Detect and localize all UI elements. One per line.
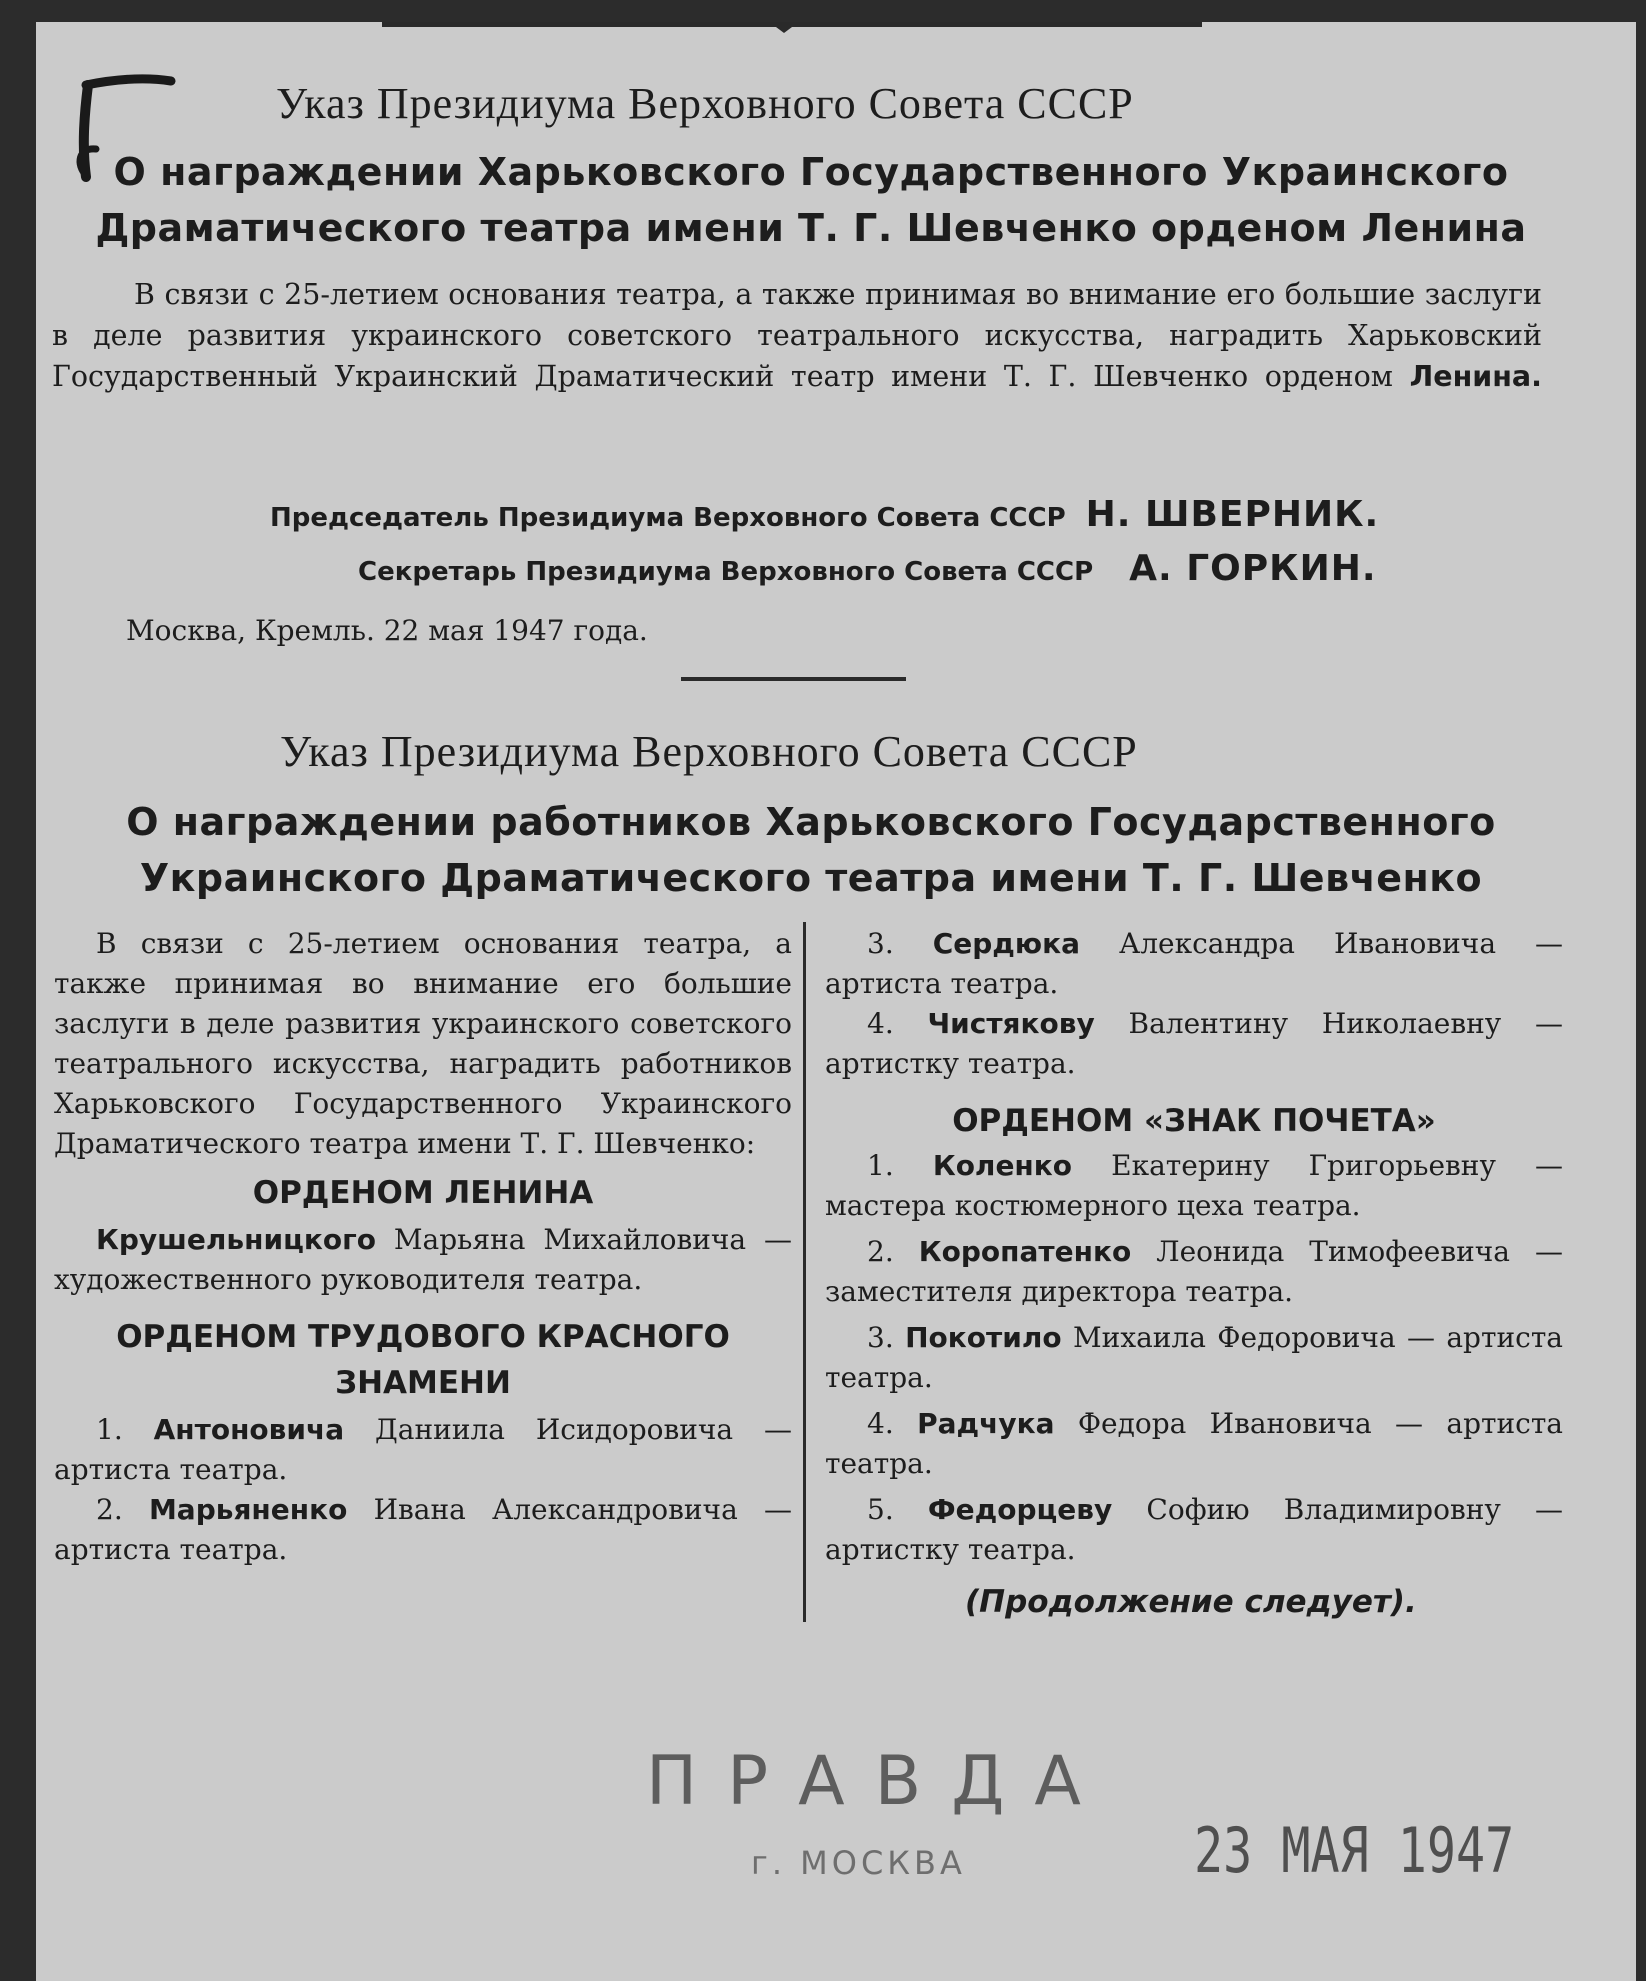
list-item-rest: Александра Ивановича — артиста театра. (825, 927, 1564, 1000)
list-item-name: Коропатенко (918, 1235, 1132, 1268)
decree1-body-bold: Ленина. (1409, 360, 1542, 393)
decree1-dateline: Москва, Кремль. 22 мая 1947 года. (126, 614, 648, 647)
continuation-note: (Продолжение следует). (965, 1584, 1417, 1620)
list-item-rest: Федора Ивановича — артиста театра. (825, 1407, 1564, 1480)
list-item-number: 1. (96, 1413, 123, 1446)
list-item-name: Покотило (905, 1321, 1062, 1354)
column-divider (803, 922, 806, 1622)
list-item (54, 1410, 792, 1490)
decree1-heading-line1: О награждении Харьковского Государственного Украинского (113, 150, 1509, 194)
list-item-number: 1. (867, 1149, 894, 1182)
list-item-name: Марьяненко (148, 1493, 348, 1526)
list-item-name: Сердюка (932, 927, 1081, 960)
stamp-city: г. МОСКВА (751, 1844, 966, 1882)
decree1-signature-secretary (358, 548, 1377, 589)
sig2-title: Секретарь Президиума Верховного Совета СССР (358, 557, 1094, 587)
decree1-body-text: В связи с 25-летием основания театра, а также принимая во внимание его большие заслуги в деле развития украинского советского театрального искусства, наградить Харьковский Государственный Украинский Драматический театр имени Т. Г. Шевченко орденом (52, 278, 1542, 393)
list-item-number: 5. (867, 1493, 894, 1526)
list-item-rest: Ивана Александровича — артиста театра. (54, 1493, 792, 1566)
list-item-name: Коленко (932, 1149, 1073, 1182)
list-item-name: Федорцеву (927, 1493, 1113, 1526)
newspaper-clipping (36, 22, 1636, 1981)
list-item (825, 1004, 1563, 1084)
order-lenin-heading: ОРДЕНОМ ЛЕНИНА (252, 1175, 594, 1211)
lenin-recipient-name: Крушельницкого (96, 1223, 376, 1256)
stamp-date: 23 МАЯ 1947 (1194, 1814, 1515, 1887)
sig2-name: А. ГОРКИН. (1129, 548, 1377, 589)
list-item (54, 1490, 792, 1570)
list-item-number: 4. (867, 1007, 894, 1040)
list-item-number: 4. (867, 1407, 894, 1440)
sig1-title: Председатель Президиума Верховного Совета СССР (270, 503, 1066, 533)
stamp-newspaper-name: ПРАВДА (646, 1742, 1111, 1821)
list-item-number: 3. (867, 1321, 894, 1354)
list-item-rest: Даниила Исидоровича — артиста театра. (54, 1413, 792, 1486)
list-item-number: 2. (867, 1235, 894, 1268)
list-item-rest: Софию Владимировну — артистку театра. (825, 1493, 1564, 1566)
decree2-heading-line2: Украинского Драматического театра имени Т. Г. Шевченко (139, 856, 1483, 900)
right-column (825, 924, 1563, 1622)
list-item (825, 1490, 1563, 1570)
list-item-name: Радчука (917, 1407, 1055, 1440)
list-item (825, 1232, 1563, 1312)
order-red-banner-heading: ОРДЕНОМ ТРУДОВОГО КРАСНОГО ЗНАМЕНИ (116, 1319, 730, 1401)
list-item-name: Антоновича (153, 1413, 345, 1446)
list-item-name: Чистякову (927, 1007, 1095, 1040)
lenin-recipient (54, 1220, 792, 1300)
list-item-rest: Михаила Федоровича — артиста театра. (825, 1321, 1563, 1394)
decree1-signature-chairman (270, 494, 1379, 535)
list-item (825, 1404, 1563, 1484)
sig1-name: Н. ШВЕРНИК. (1085, 494, 1380, 535)
list-item (825, 1146, 1563, 1226)
list-item (825, 924, 1563, 1004)
left-column (54, 924, 792, 1570)
decree1-body (52, 274, 1542, 397)
list-item-number: 3. (867, 927, 894, 960)
decree2-intro: В связи с 25-летием основания театра, а также принимая во внимание его большие заслуги в деле развития украинского советского театрального искусства, наградить работников Харьковского Государственного Украинского Драматического театра имени Т. Г. Шевченко: (54, 927, 792, 1160)
list-item-rest: Валентину Николаевну — артистку театра. (825, 1007, 1563, 1080)
decree2-heading-line1: О награждении работников Харьковского Государственного (126, 800, 1496, 844)
section-divider (681, 677, 906, 681)
list-item-rest: Леонида Тимофеевича — заместителя директора театра. (825, 1235, 1563, 1308)
order-badge-of-honour-heading: ОРДЕНОМ «ЗНАК ПОЧЕТА» (952, 1103, 1436, 1139)
top-rule (382, 22, 1202, 27)
lenin-recipient-rest: Марьяна Михайловича — художественного руководителя театра. (54, 1223, 793, 1296)
list-item (825, 1318, 1563, 1398)
list-item-rest: Екатерину Григорьевну — мастера костюмерного цеха театра. (825, 1149, 1563, 1222)
list-item-number: 2. (96, 1493, 123, 1526)
decree1-heading-line2: Драматического театра имени Т. Г. Шевченко орденом Ленина (95, 206, 1527, 250)
decree2-title: Указ Президиума Верховного Совета СССР (280, 727, 1138, 776)
decree1-title: Указ Президиума Верховного Совета СССР (276, 79, 1134, 128)
